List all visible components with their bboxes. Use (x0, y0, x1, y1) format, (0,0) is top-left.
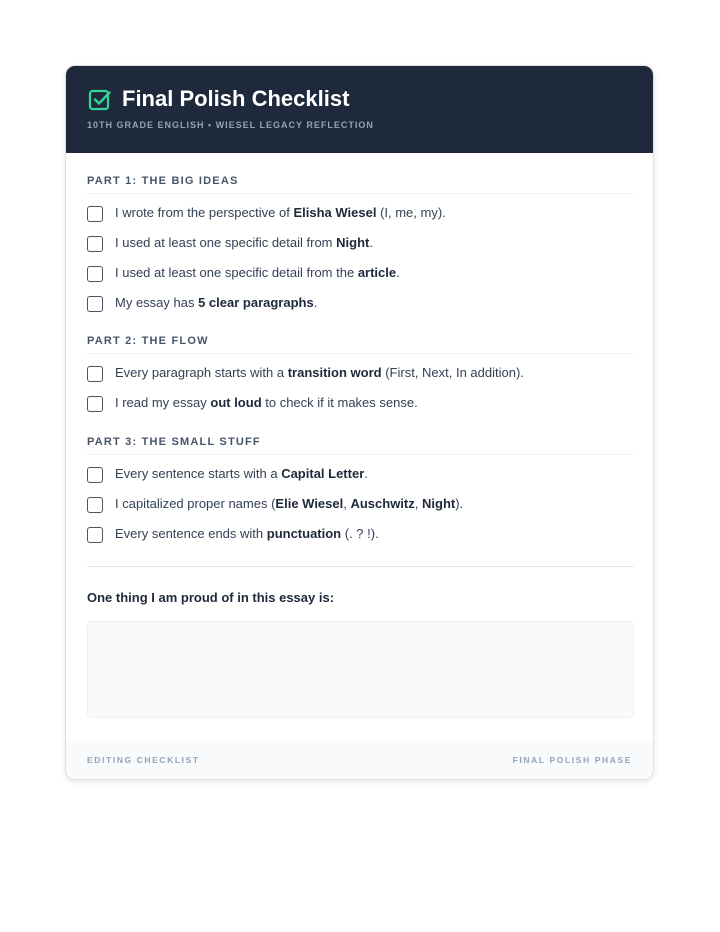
item-checkbox[interactable] (87, 467, 103, 483)
item-text: I used at least one specific detail from the article. (115, 265, 400, 280)
item-checkbox[interactable] (87, 366, 103, 382)
item-text: I capitalized proper names (Elie Wiesel, Auschwitz, Night). (115, 496, 464, 511)
item-text: I read my essay out loud to check if it makes sense. (115, 395, 418, 410)
item-text: Every paragraph starts with a transition word (First, Next, In addition). (115, 365, 524, 380)
reflection-label: One thing I am proud of in this essay is: (87, 590, 335, 605)
item-checkbox[interactable] (87, 296, 103, 312)
checklist-item[interactable] (87, 234, 634, 256)
section-title-flow: PART 2: THE FLOW (87, 334, 634, 354)
item-text: My essay has 5 clear paragraphs. (115, 295, 318, 310)
item-checkbox[interactable] (87, 497, 103, 513)
checklist-item[interactable] (87, 294, 634, 316)
checklist-item[interactable] (87, 264, 634, 286)
checklist-item[interactable] (87, 394, 634, 416)
item-text: I wrote from the perspective of Elisha Wiesel (I, me, my). (115, 205, 446, 220)
checklist-item[interactable] (87, 364, 634, 386)
footer-left-label: EDITING CHECKLIST (87, 755, 200, 765)
section-title-big-ideas: PART 1: THE BIG IDEAS (87, 174, 634, 194)
checklist-item[interactable] (87, 204, 634, 226)
item-text: Every sentence ends with punctuation (. ? !). (115, 526, 379, 541)
checkbox-checked-icon (88, 88, 112, 112)
checklist-item[interactable] (87, 525, 634, 547)
page-subtitle: 10TH GRADE ENGLISH • WIESEL LEGACY REFLECTION (87, 120, 374, 130)
checklist-header (66, 66, 653, 153)
section-divider (87, 566, 634, 567)
reflection-textarea[interactable] (87, 621, 634, 718)
checklist-item[interactable] (87, 465, 634, 487)
page-title: Final Polish Checklist (122, 86, 350, 111)
item-checkbox[interactable] (87, 527, 103, 543)
item-checkbox[interactable] (87, 396, 103, 412)
item-checkbox[interactable] (87, 266, 103, 282)
item-checkbox[interactable] (87, 206, 103, 222)
checklist-item[interactable] (87, 495, 634, 517)
item-checkbox[interactable] (87, 236, 103, 252)
checklist-footer (66, 741, 653, 780)
item-text: Every sentence starts with a Capital Letter. (115, 466, 368, 481)
section-title-small-stuff: PART 3: THE SMALL STUFF (87, 435, 634, 455)
checklist-card (65, 65, 654, 780)
item-text: I used at least one specific detail from Night. (115, 235, 373, 250)
footer-right-label: FINAL POLISH PHASE (512, 755, 632, 765)
